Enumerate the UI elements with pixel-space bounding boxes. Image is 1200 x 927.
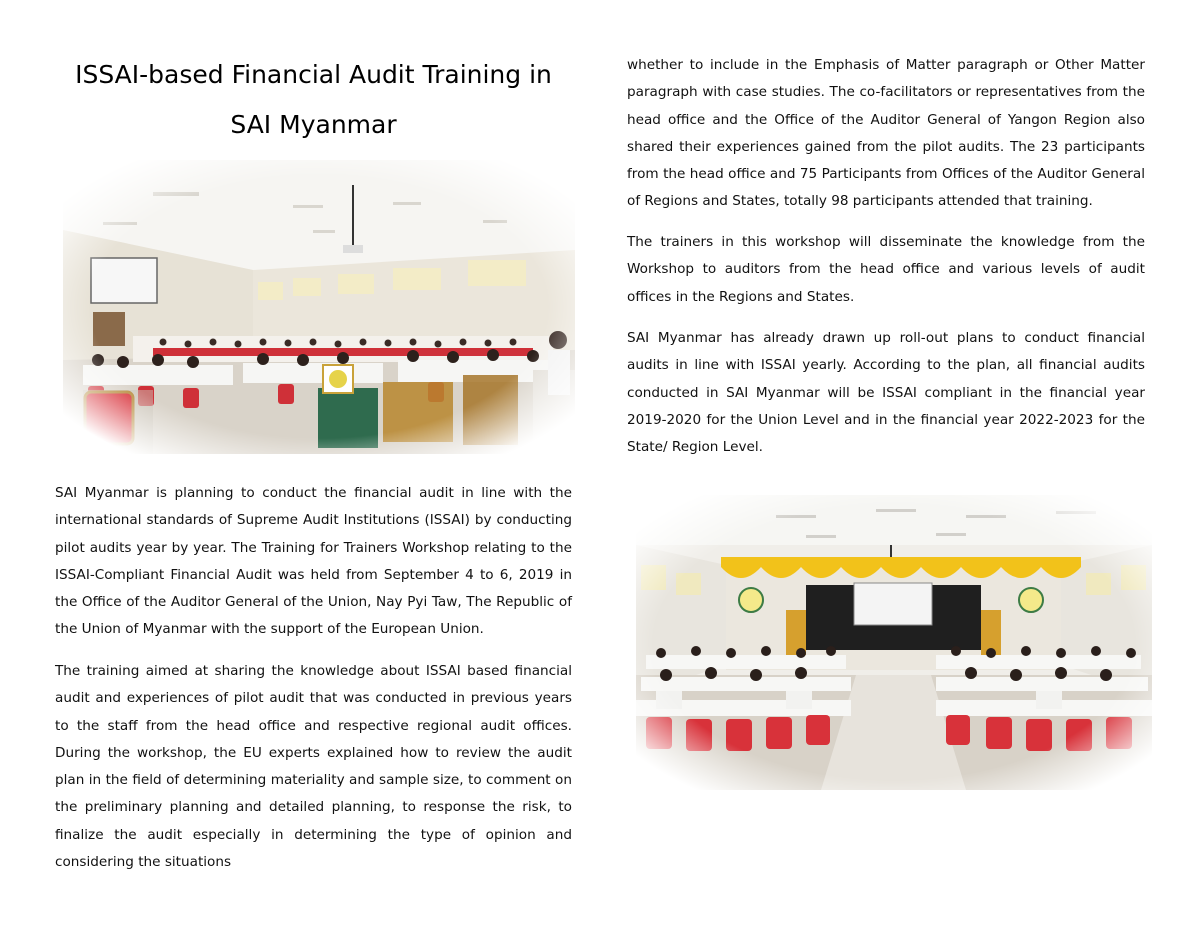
paragraph-planning: SAI Myanmar is planning to conduct the financial audit in line with the international standards of Supreme Audit Institutions (ISSAI) by conducting pilot audits year by year. The Training for Trainers Workshop relating to the ISSAI-Compliant Financial Audit was held from September 4 to 6, 2019 in the Office of the Auditor General of the Union, Nay Pyi Taw, The Republic of the Union of Myanmar with the support of the European Union. xyxy=(55,485,572,638)
workshop-stage-photo xyxy=(636,495,1152,790)
paragraph-roll-out-plans: SAI Myanmar has already drawn up roll-out plans to conduct financial audits in line with ISSAI yearly. According to the plan, all financial audits conducted in SAI Myanmar will be ISSAI compliant in the financial year 2019-2020 for the Union Level and in the financial year 2022-2023 for the State/ Region Level. xyxy=(627,330,1145,456)
paragraph-emphasis-of-matter: whether to include in the Emphasis of Matter paragraph or Other Matter paragraph with case studies. The co-facilitators or representatives from the head office and the Office of the Auditor General of Yangon Region also shared their experiences gained from the pilot audits. The 23 participants from the head office and 75 Participants from Offices of the Auditor General of Regions and States, totally 98 participants attended that training. xyxy=(627,57,1145,210)
workshop-stage-illustration xyxy=(636,495,1152,790)
paragraph-training-aim: The training aimed at sharing the knowledge about ISSAI based financial audit and experiences of pilot audit that was conducted in previous years to the staff from the head office and respective regional audit offices. During the workshop, the EU experts explained how to review the audit plan in the field of determining materiality and sample size, to comment on the preliminary planning and detailed planning, to response the risk, to finalize the audit especially in determining the type of opinion and considering the situations xyxy=(55,663,572,871)
paragraph-trainers: The trainers in this workshop will disseminate the knowledge from the Workshop to auditors from the head office and various levels of audit offices in the Regions and States. xyxy=(627,234,1145,305)
training-hall-illustration xyxy=(63,160,575,454)
article-title: ISSAI-based Financial Audit Training in SAI Myanmar xyxy=(75,60,552,139)
training-hall-photo xyxy=(63,160,575,454)
